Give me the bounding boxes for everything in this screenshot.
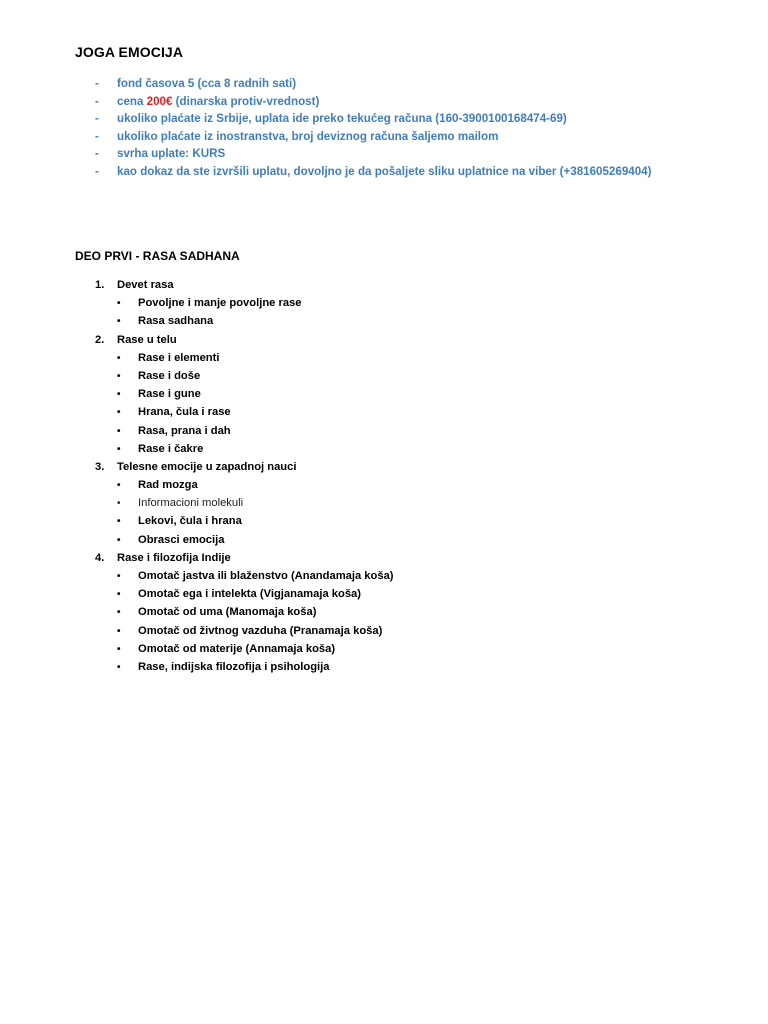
info-text: ukoliko plaćate iz Srbije, uplata ide preko tekućeg računa (160-3900100168474-69) <box>117 112 567 126</box>
bullet-marker: • <box>117 625 121 637</box>
bullet-marker: • <box>117 661 121 673</box>
subitem-text: Rase i čakre <box>138 442 204 455</box>
outline-subitem <box>95 385 394 403</box>
bullet-marker: • <box>117 425 121 437</box>
outline-subitem <box>95 603 394 621</box>
outline-part-2 <box>95 331 394 349</box>
outline-subitem <box>95 494 394 512</box>
info-text: svrha uplate: KURS <box>117 147 226 161</box>
subitem-text: Lekovi, čula i hrana <box>138 515 242 528</box>
outline-subitem <box>95 585 394 603</box>
course-outline <box>95 276 394 676</box>
outline-subitem <box>95 567 394 585</box>
info-item-payment-purpose <box>95 145 651 163</box>
outline-subitem <box>95 294 394 312</box>
outline-subitem <box>95 349 394 367</box>
dash-marker: - <box>95 129 99 143</box>
dash-marker: - <box>95 94 99 108</box>
outline-subitem <box>95 440 394 458</box>
outline-subitem <box>95 367 394 385</box>
outline-subitem <box>95 658 394 676</box>
part-number: 4. <box>95 551 105 564</box>
outline-subitem <box>95 403 394 421</box>
dash-marker: - <box>95 77 99 90</box>
bullet-marker: • <box>117 480 121 492</box>
bullet-marker: • <box>117 534 121 546</box>
outline-part-4 <box>95 549 394 567</box>
section-title: DEO PRVI - RASA SADHANA <box>75 249 240 263</box>
info-item-foreign-payment <box>95 128 651 146</box>
bullet-marker: • <box>117 498 121 510</box>
subitem-text: Povoljne i manje povoljne rase <box>138 297 302 310</box>
price-suffix: (dinarska protiv-vrednost) <box>172 94 320 108</box>
price-value: 200€ <box>146 94 173 108</box>
bullet-marker: • <box>117 589 121 601</box>
bullet-marker: • <box>117 516 121 528</box>
bullet-marker: • <box>117 316 121 328</box>
outline-subitem <box>95 622 394 640</box>
outline-subitem <box>95 312 394 330</box>
part-title: Rase i filozofija Indije <box>117 551 231 564</box>
outline-subitem <box>95 422 394 440</box>
dash-marker: - <box>95 112 99 126</box>
info-item-price <box>95 93 651 111</box>
subitem-text: Omotač od živtnog vazduha (Pranamaja koša) <box>138 624 383 637</box>
dash-marker: - <box>95 164 99 178</box>
part-number: 1. <box>95 279 105 291</box>
outline-subitem <box>95 531 394 549</box>
subitem-text: Hrana, čula i rase <box>138 406 231 419</box>
part-title: Rase u telu <box>117 333 177 346</box>
subitem-text: Rase, indijska filozofija i psihologija <box>138 660 330 673</box>
course-info-list <box>95 75 651 181</box>
subitem-text: Rasa sadhana <box>138 315 214 328</box>
info-item-hours <box>95 75 651 93</box>
bullet-marker: • <box>117 370 121 382</box>
price-prefix: cena <box>117 94 147 108</box>
subitem-text: Omotač jastva ili blaženstvo (Anandamaja koša) <box>138 570 394 582</box>
part-title: Devet rasa <box>117 279 174 291</box>
info-text: fond časova 5 (cca 8 radnih sati) <box>117 77 297 90</box>
part-title: Telesne emocije u zapadnoj nauci <box>117 460 297 473</box>
subitem-text: Obrasci emocija <box>138 533 225 546</box>
document-title: JOGA EMOCIJA <box>75 44 184 60</box>
info-item-payment-proof <box>95 163 651 181</box>
bullet-marker: • <box>117 407 121 419</box>
outline-subitem <box>95 512 394 530</box>
part-number: 2. <box>95 333 105 346</box>
subitem-text: Omotač ega i intelekta (Vigjanamaja koša) <box>138 588 362 601</box>
bullet-marker: • <box>117 571 121 582</box>
bullet-marker: • <box>117 607 121 619</box>
outline-subitem <box>95 640 394 658</box>
outline-part-3 <box>95 458 394 476</box>
info-text: kao dokaz da ste izvršili uplatu, dovoljno je da pošaljete sliku uplatnice na viber (+381605269404) <box>117 164 652 178</box>
subitem-text: Informacioni molekuli <box>138 497 244 510</box>
subitem-text: Rase i elementi <box>138 351 220 364</box>
info-text: ukoliko plaćate iz inostranstva, broj deviznog računa šaljemo mailom <box>117 129 499 143</box>
outline-part-1 <box>95 276 394 294</box>
bullet-marker: • <box>117 643 121 655</box>
subitem-text: Rad mozga <box>138 479 198 492</box>
outline-subitem <box>95 476 394 494</box>
bullet-marker: • <box>117 298 121 310</box>
subitem-text: Rasa, prana i dah <box>138 424 231 437</box>
subitem-text: Rase i gune <box>138 388 201 401</box>
info-item-domestic-payment <box>95 110 651 128</box>
subitem-text: Omotač od uma (Manomaja koša) <box>138 606 317 619</box>
bullet-marker: • <box>117 352 121 364</box>
part-number: 3. <box>95 460 105 473</box>
subitem-text: Rase i doše <box>138 369 201 382</box>
bullet-marker: • <box>117 443 121 455</box>
dash-marker: - <box>95 147 99 161</box>
subitem-text: Omotač od materije (Annamaja koša) <box>138 642 336 655</box>
bullet-marker: • <box>117 389 121 401</box>
